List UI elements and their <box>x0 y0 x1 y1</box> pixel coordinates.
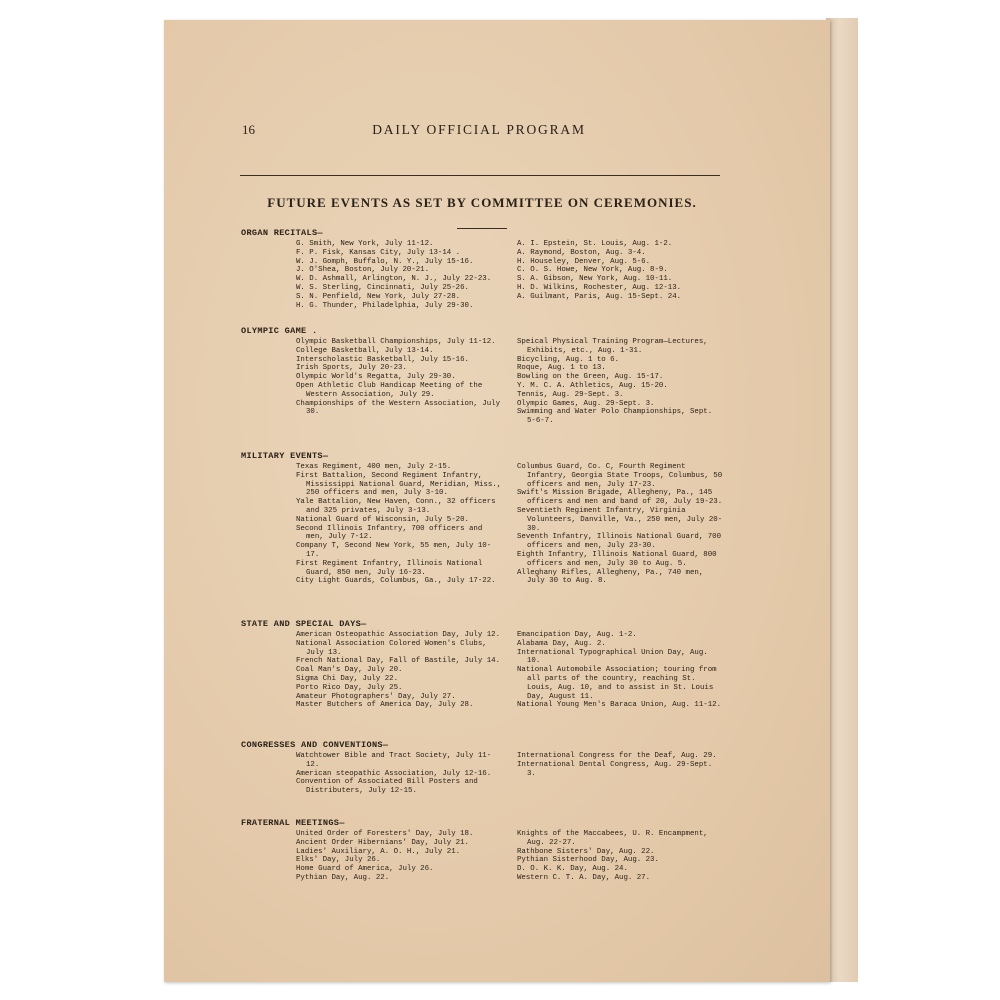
event-entry: Amateur Photographers' Day, July 27. <box>296 692 456 701</box>
event-entry: Second Illinois Infantry, 700 officers and men, July 7-12. <box>296 524 487 542</box>
event-entry: Speical Physical Training Program—Lectures, Exhibits, etc., Aug. 1-31. <box>517 338 713 355</box>
event-column-left <box>296 240 502 310</box>
events-section <box>241 226 723 310</box>
section-heading: STATE AND SPECIAL DAYS— <box>241 619 367 629</box>
event-entry: J. O'Shea, Boston, July 20-21. <box>296 266 430 275</box>
event-entry: W. J. Gomph, Buffalo, N. Y., July 15-16. <box>296 257 474 266</box>
event-entry: Company T, Second New York, 55 men, July 10-17. <box>296 542 492 559</box>
event-entry: Roque, Aug. 1 to 13. <box>517 364 606 373</box>
event-entry: Open Athletic Club Handicap Meeting of the Western Association, July 29. <box>296 381 487 399</box>
event-entry: C. O. S. Howe, New York, Aug. 8-9. <box>517 266 668 275</box>
event-entry: Pythian Sisterhood Day, Aug. 23. <box>517 856 659 865</box>
event-column-left <box>296 463 506 586</box>
event-entry: W. D. Ashmall, Arlington, N. J., July 22-23. <box>296 275 492 284</box>
event-entry: Swimming and Water Polo Championships, Sept. 5-6-7. <box>517 408 717 426</box>
events-section <box>241 449 727 586</box>
event-entry: Championships of the Western Association, July 30. <box>296 399 505 417</box>
event-entry: National Young Men's Baraca Union, Aug. 11-12. <box>517 701 722 710</box>
event-entry: Bicycling, Aug. 1 to 6. <box>517 355 620 364</box>
program-page <box>164 20 830 982</box>
event-entry: Watchtower Bible and Tract Society, July 11-12. <box>296 752 492 769</box>
section-heading: ORGAN RECITALS— <box>241 228 323 238</box>
event-entry: Olympic Games, Aug. 29-Sept. 3. <box>517 399 655 408</box>
event-entry: Texas Regiment, 400 men, July 2-15. <box>296 463 452 471</box>
event-entry: Alabama Day, Aug. 2. <box>517 639 606 648</box>
event-column-right <box>517 631 723 710</box>
event-entry: Emancipation Day, Aug. 1-2. <box>517 631 637 639</box>
event-entry: Master Butchers of America Day, July 28. <box>296 701 474 710</box>
event-entry: Elks' Day, July 26. <box>296 856 381 865</box>
event-entry: Seventieth Regiment Infantry, Virginia Volunteers, Danville, Va., 250 men, July 20-30. <box>517 506 723 533</box>
event-entry: Olympic Basketball Championships, July 11-12. <box>296 338 496 346</box>
section-heading: FRATERNAL MEETINGS— <box>241 818 345 828</box>
event-entry: A. Raymond, Boston, Aug. 3-4. <box>517 248 646 257</box>
event-entry: G. Smith, New York, July 11-12. <box>296 240 434 248</box>
events-section <box>241 617 723 710</box>
section-heading: MILITARY EVENTS— <box>241 451 329 461</box>
event-entry: Interscholastic Basketball, July 15-16. <box>296 355 469 364</box>
event-entry: Alleghany Rifles, Allegheny, Pa., 740 men, July 30 to Aug. 8. <box>517 568 708 586</box>
event-entry: Irish Sports, July 20-23. <box>296 364 407 373</box>
event-entry: International Congress for the Deaf, Aug. 29. <box>517 752 717 760</box>
event-entry: W. S. Sterling, Cincinnati, July 25-26. <box>296 283 469 292</box>
events-section <box>241 324 723 426</box>
event-entry: First Regiment Infantry, Illinois National Guard, 850 men, July 16-23. <box>296 559 487 577</box>
event-entry: Coal Man's Day, July 20. <box>296 666 403 675</box>
event-entry: City Light Guards, Columbus, Ga., July 17-22. <box>296 577 496 586</box>
header-rule <box>240 175 720 176</box>
event-entry: H. Houseley, Denver, Aug. 5-6. <box>517 257 651 266</box>
event-column-left <box>296 338 505 426</box>
event-entry: A. I. Epstein, St. Louis, Aug. 1-2. <box>517 240 673 248</box>
event-entry: National Automobile Association; touring from all parts of the country, reaching St. Louis, Aug. 10, and to assist in St. Louis Day, August 11. <box>517 666 722 701</box>
event-entry: International Dental Congress, Aug. 29-Sept. 3. <box>517 760 717 778</box>
event-entry: S. N. Penfield, New York, July 27-28. <box>296 292 461 301</box>
event-entry: Knights of the Maccabees, U. R. Encampment, Aug. 22-27. <box>517 830 713 847</box>
adjacent-page-edge <box>826 18 858 982</box>
event-entry: Olympic World's Regatta, July 29-30. <box>296 373 456 382</box>
event-entry: A. Guilmant, Paris, Aug. 15-Sept. 24. <box>517 292 682 301</box>
event-column-left <box>296 752 502 796</box>
event-entry: Eighth Infantry, Illinois National Guard, 800 officers and men, July 30 to Aug. 5. <box>517 550 722 568</box>
event-column-left <box>296 631 502 710</box>
event-entry: American steopathic Association, July 12-16. <box>296 769 492 778</box>
event-entry: F. P. Fisk, Kansas City, July 13-14 . <box>296 248 461 257</box>
event-column-right <box>517 752 723 796</box>
event-entry: Tennis, Aug. 29-Sept. 3. <box>517 390 624 399</box>
running-head-title: DAILY OFFICIAL PROGRAM <box>372 122 586 137</box>
event-entry: Western C. T. A. Day, Aug. 27. <box>517 873 651 882</box>
event-entry: French National Day, Fall of Bastile, July 14. <box>296 657 501 666</box>
event-entry: D. O. K. K. Day, Aug. 24. <box>517 865 628 874</box>
running-head <box>242 122 716 142</box>
event-column-left <box>296 830 502 883</box>
event-entry: Yale Battalion, New Haven, Conn., 32 officers and 325 privates, July 3-13. <box>296 498 501 515</box>
event-entry: Pythian Day, Aug. 22. <box>296 873 390 882</box>
event-entry: National Guard of Wisconsin, July 5-20. <box>296 515 469 524</box>
event-entry: Rathbone Sisters' Day, Aug. 22. <box>517 847 655 856</box>
event-entry: Swift's Mission Brigade, Allegheny, Pa., 145 officers and men and band of 20, July 19-23. <box>517 489 723 507</box>
page-number: 16 <box>242 122 255 137</box>
event-entry: Sigma Chi Day, July 22. <box>296 674 399 683</box>
event-entry: Home Guard of America, July 26. <box>296 865 434 874</box>
event-entry: International Typographical Union Day, Aug. 10. <box>517 648 713 666</box>
events-section <box>241 816 723 883</box>
section-heading: CONGRESSES AND CONVENTIONS— <box>241 740 389 750</box>
event-column-right <box>517 240 723 310</box>
event-entry: Ancient Order Hibernians' Day, July 21. <box>296 838 469 847</box>
event-entry: College Basketball, July 13-14. <box>296 346 434 355</box>
event-entry: National Association Colored Women's Clubs, July 13. <box>296 639 492 657</box>
page-title: FUTURE EVENTS AS SET BY COMMITTEE ON CEREMONIES. <box>267 195 697 210</box>
event-entry: Ladies' Auxiliary, A. O. H., July 21. <box>296 847 461 856</box>
event-entry: Convention of Associated Bill Posters and Distributers, July 12-15. <box>296 778 483 796</box>
section-heading: OLYMPIC GAME . <box>241 326 318 336</box>
event-column-right <box>517 830 723 883</box>
event-entry: Columbus Guard, Co. C, Fourth Regiment Infantry, Georgia State Troops, Columbus, 50 officers and men, July 17-23. <box>517 463 727 489</box>
event-entry: Bowling on the Green, Aug. 15-17. <box>517 373 664 382</box>
event-column-right <box>517 338 723 426</box>
event-entry: Seventh Infantry, Illinois National Guard, 700 officers and men, July 23-30. <box>517 533 726 551</box>
event-entry: American Osteopathic Association Day, July 12. <box>296 631 501 639</box>
events-section <box>241 738 723 796</box>
event-entry: Y. M. C. A. Athletics, Aug. 15-20. <box>517 381 668 390</box>
event-entry: H. D. Wilkins, Rochester, Aug. 12-13. <box>517 283 682 292</box>
event-entry: United Order of Foresters' Day, July 18. <box>296 830 474 838</box>
event-entry: H. G. Thunder, Philadelphia, July 29-30. <box>296 301 474 310</box>
event-entry: Porto Rico Day, July 25. <box>296 683 403 692</box>
event-entry: First Battalion, Second Regiment Infantry, Mississippi National Guard, Meridian, Miss., 250 officers and men, July 3-10. <box>296 471 506 498</box>
event-column-right <box>517 463 727 586</box>
event-entry: S. A. Gibson, New York, Aug. 10-11. <box>517 275 673 284</box>
